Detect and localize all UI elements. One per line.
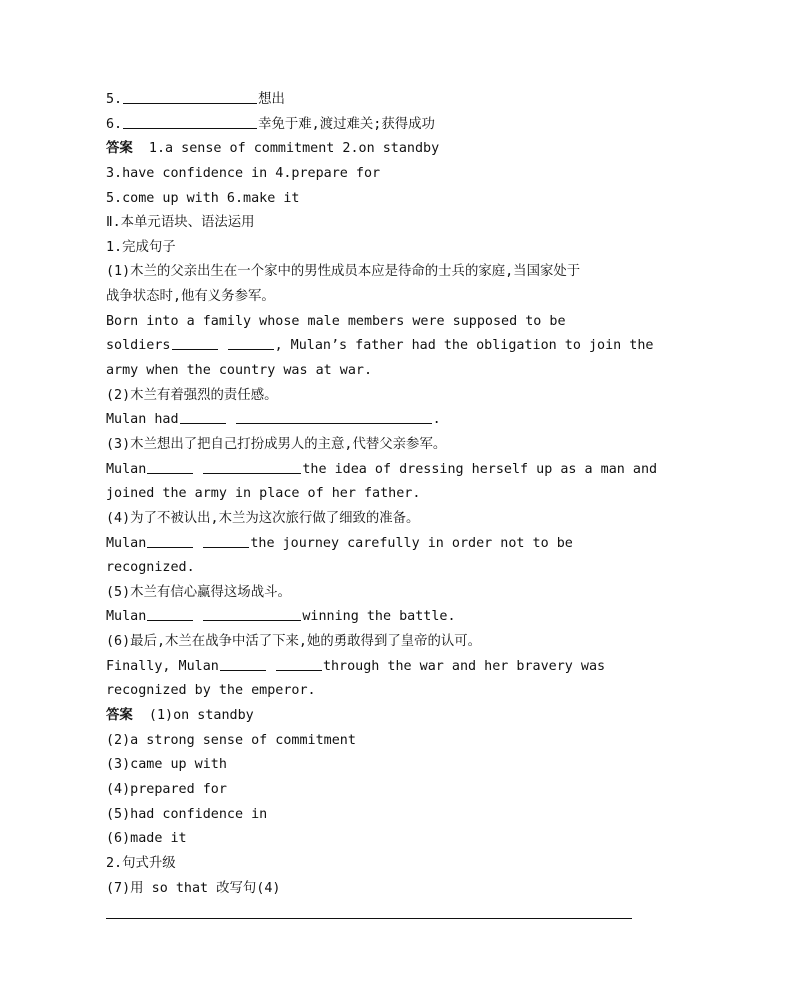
answer-4: (4)prepared for (106, 781, 227, 797)
answer-5: (5)had confidence in (106, 806, 268, 822)
subsection-heading-2: 2.句式升级 (106, 855, 176, 871)
vocab-answers-line-2: 3.have confidence in 4.prepare for (106, 165, 381, 181)
answer-blank[interactable] (228, 334, 274, 350)
question-1-english-end: army when the country was at war. (106, 363, 373, 379)
answer-blank[interactable] (123, 113, 257, 129)
question-1-chinese-cont: 战争状态时,他有义务参军。 (106, 289, 275, 305)
question-6-english: Finally, Mulan through the war and her bravery was (106, 655, 706, 680)
answer-blank[interactable] (203, 458, 301, 474)
question-5-chinese: (5)木兰有信心赢得这场战斗。 (106, 584, 291, 600)
vocab-answers-line-1: 答案 1.a sense of commitment 2.on standby (106, 141, 440, 157)
answer-line-divider[interactable] (106, 918, 632, 919)
answer-blank[interactable] (220, 655, 266, 671)
question-3-english: Mulan the idea of dressing herself up as a man and (106, 458, 706, 483)
question-1-english: Born into a family whose male members were supposed to be (106, 313, 566, 329)
answer-blank[interactable] (180, 408, 226, 424)
question-7: (7)用 so that 改写句(4) (106, 880, 281, 896)
question-2-english: Mulan had . (106, 408, 706, 433)
answer-blank[interactable] (147, 605, 193, 621)
answer-blank[interactable] (276, 655, 322, 671)
answer-blank[interactable] (172, 334, 218, 350)
answer-blank[interactable] (123, 88, 257, 104)
vocab-answers-line-3: 5.come up with 6.make it (106, 190, 300, 206)
question-4-english: Mulan the journey carefully in order not to be (106, 532, 706, 557)
answer-blank[interactable] (147, 532, 193, 548)
answer-2: (2)a strong sense of commitment (106, 732, 356, 748)
question-4-chinese: (4)为了不被认出,木兰为这次旅行做了细致的准备。 (106, 510, 420, 526)
vocab-item-5: 5. 想出 (106, 88, 706, 113)
answer-label: 答案 (106, 708, 133, 724)
worksheet-page (106, 88, 706, 901)
question-5-english: Mulan winning the battle. (106, 605, 706, 630)
answer-blank[interactable] (203, 532, 249, 548)
subsection-heading: 1.完成句子 (106, 239, 176, 255)
question-4-english-end: recognized. (106, 560, 195, 576)
answer-blank[interactable] (236, 408, 432, 424)
answer-label: 答案 (106, 141, 133, 157)
answers-line-1: 答案 (1)on standby (106, 708, 254, 724)
question-6-chinese: (6)最后,木兰在战争中活了下来,她的勇敢得到了皇帝的认可。 (106, 634, 482, 650)
question-3-chinese: (3)木兰想出了把自己打扮成男人的主意,代替父亲参军。 (106, 436, 447, 452)
question-1-english-blanks: soldiers , Mulan’s father had the obligation to join the (106, 334, 706, 359)
answer-blank[interactable] (203, 605, 301, 621)
question-2-chinese: (2)木兰有着强烈的责任感。 (106, 387, 278, 403)
vocab-item-6: 6. 幸免于难,渡过难关;获得成功 (106, 113, 706, 138)
answer-blank[interactable] (147, 458, 193, 474)
question-6-english-end: recognized by the emperor. (106, 683, 316, 699)
question-1-chinese: (1)木兰的父亲出生在一个家中的男性成员本应是待命的士兵的家庭,当国家处于 (106, 264, 581, 280)
answer-6: (6)made it (106, 831, 187, 847)
answer-3: (3)came up with (106, 757, 227, 773)
section-heading: Ⅱ.本单元语块、语法运用 (106, 215, 255, 231)
question-3-english-end: joined the army in place of her father. (106, 486, 421, 502)
